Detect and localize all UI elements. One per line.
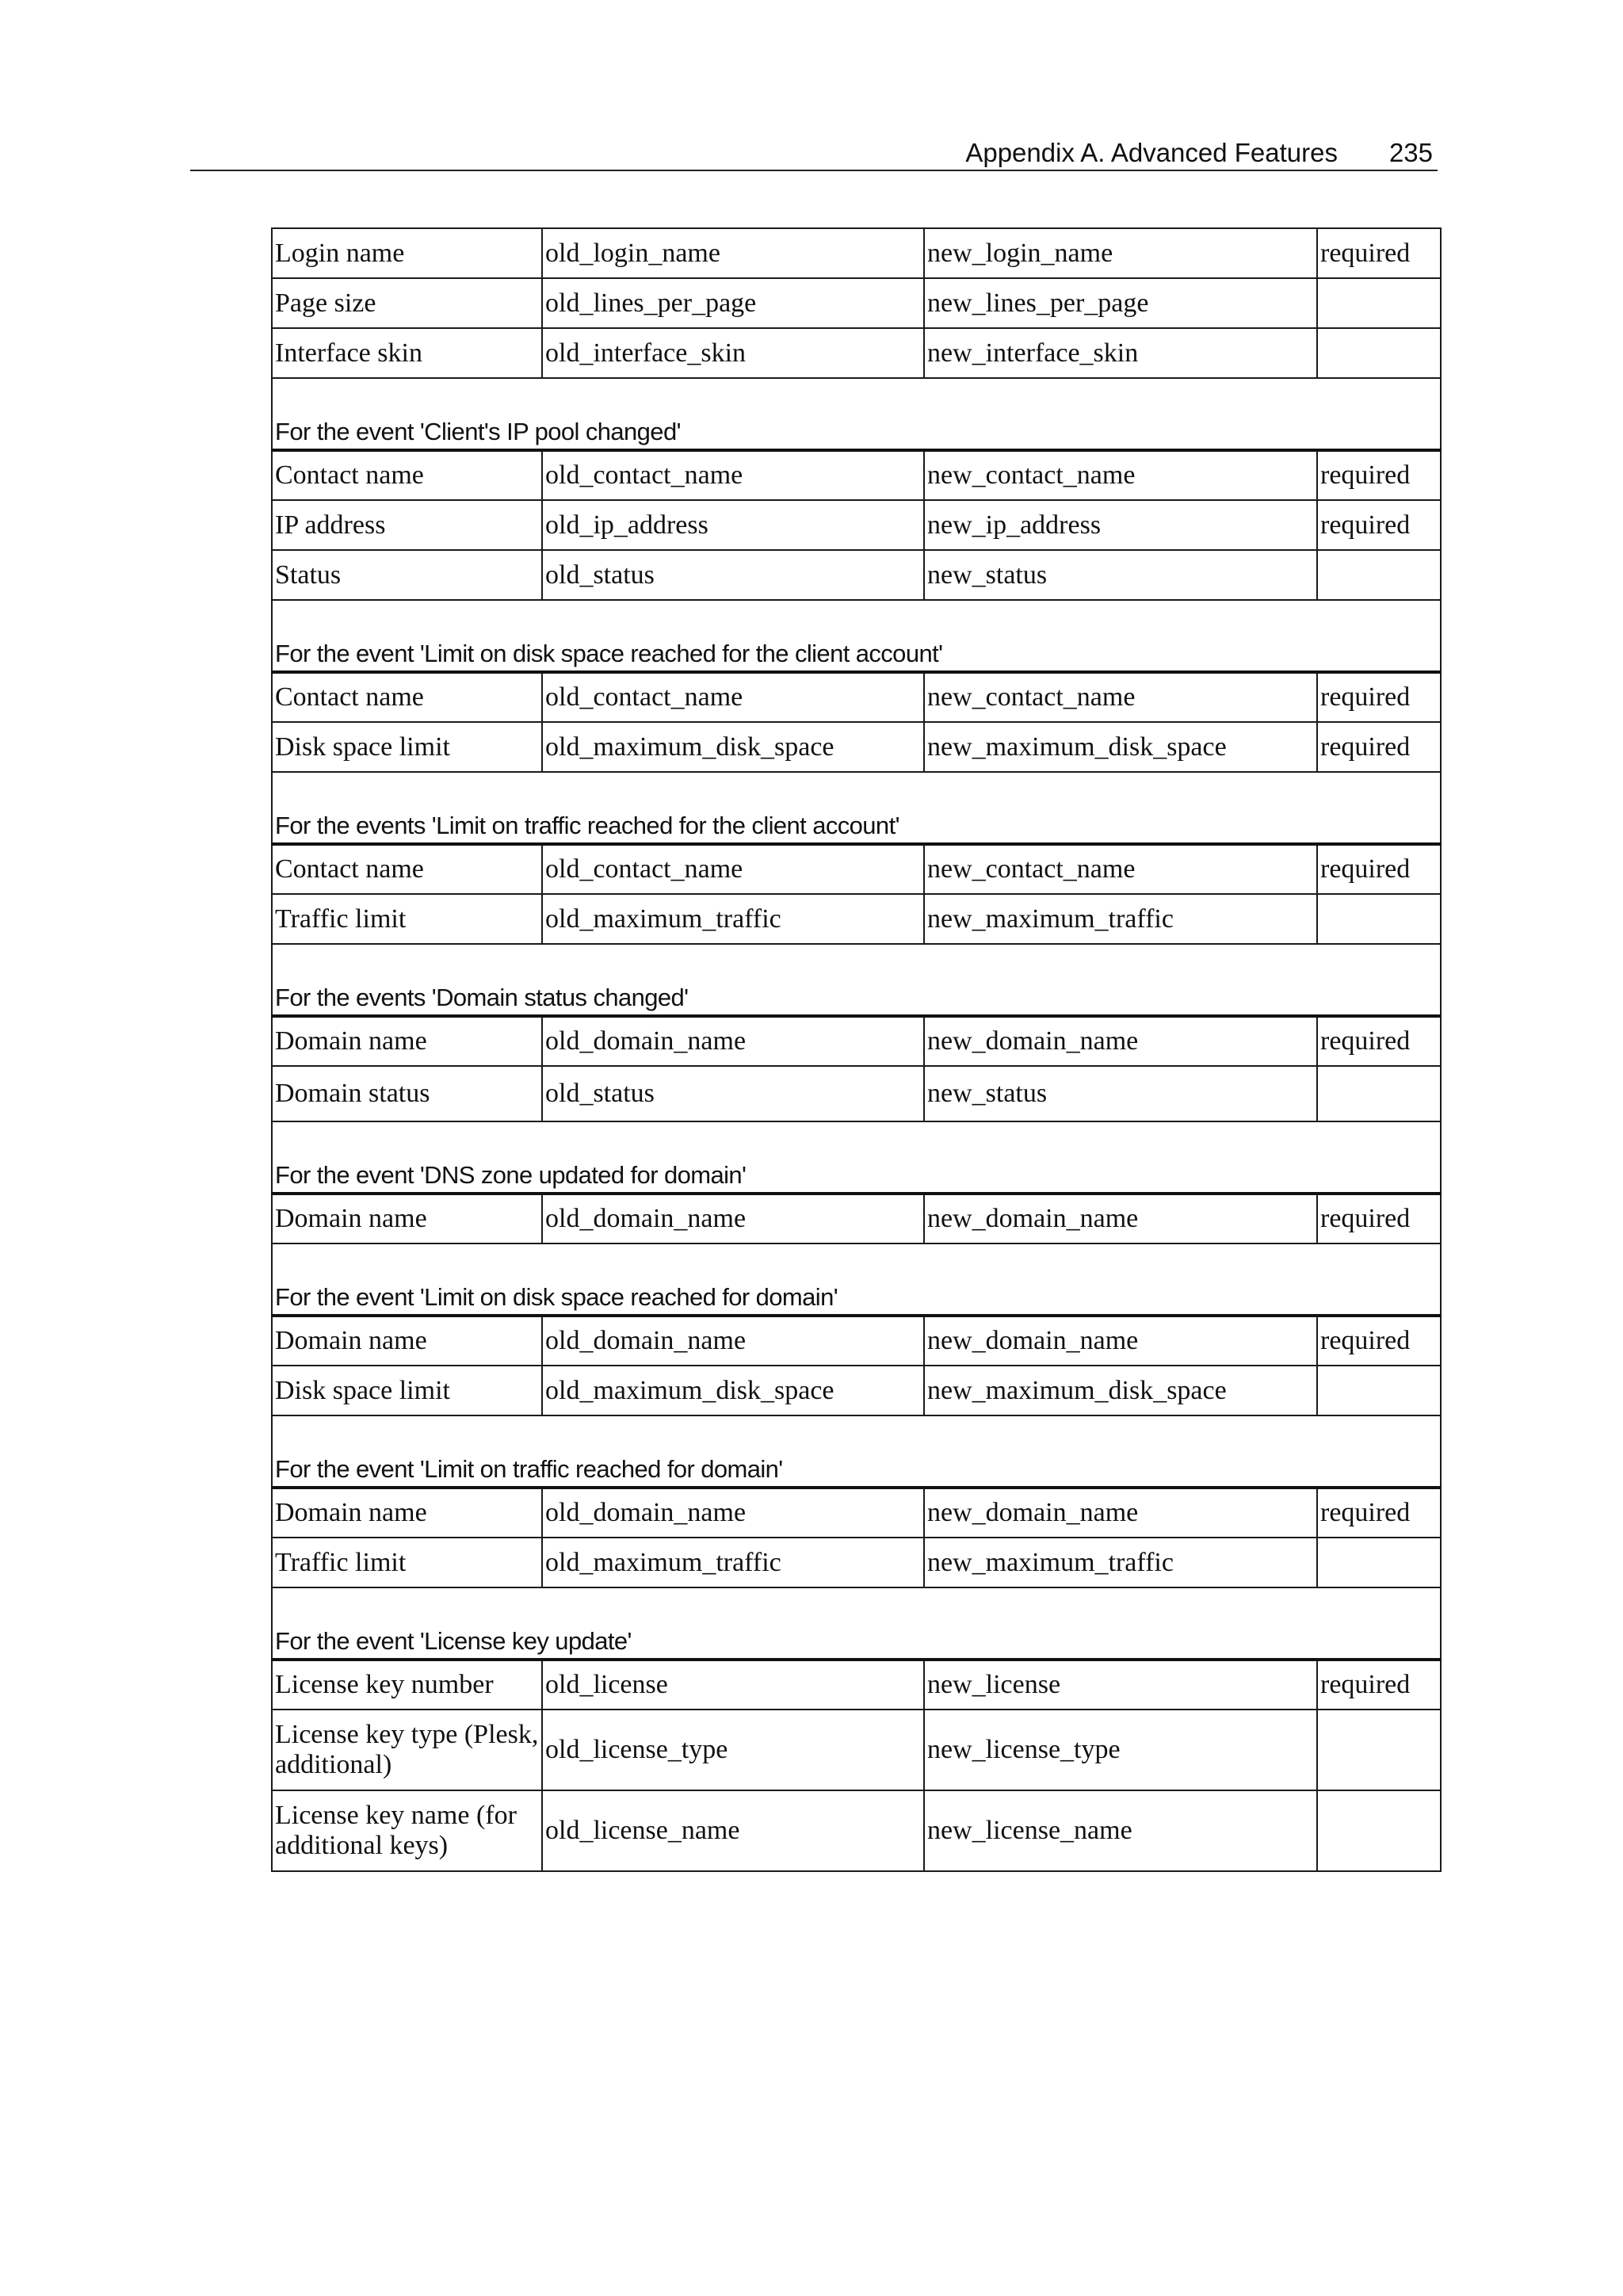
new-value-variable-cell: new_ip_address [924,500,1317,550]
new-value-variable-cell: new_maximum_traffic [924,894,1317,944]
event-caption-row [272,944,1441,1016]
parameter-name-cell: Disk space limit [272,1366,542,1415]
parameter-name-cell: Status [272,550,542,600]
old-value-variable-cell: old_ip_address [542,500,924,550]
table-row [272,894,1441,944]
parameter-name-cell: Domain name [272,1488,542,1538]
required-flag-cell [1317,1066,1441,1121]
table-row [272,1366,1441,1415]
event-caption-row [272,378,1441,450]
new-value-variable-cell: new_contact_name [924,844,1317,894]
event-caption: For the events 'Limit on traffic reached for the client account' [272,772,1441,844]
old-value-variable-cell: old_maximum_traffic [542,1538,924,1587]
parameter-name-cell: Domain name [272,1016,542,1066]
new-value-variable-cell: new_maximum_disk_space [924,722,1317,772]
parameter-name-cell: IP address [272,500,542,550]
header-rule [190,170,1438,171]
required-flag-cell: required [1317,1316,1441,1366]
table-row [272,1016,1441,1066]
parameter-name-cell: License key type (Plesk, additional) [272,1710,542,1790]
new-value-variable-cell: new_interface_skin [924,328,1317,378]
event-caption: For the events 'Domain status changed' [272,944,1441,1016]
required-flag-cell: required [1317,722,1441,772]
table-row [272,1790,1441,1871]
old-value-variable-cell: old_domain_name [542,1016,924,1066]
event-caption: For the event 'Client's IP pool changed' [272,378,1441,450]
old-value-variable-cell: old_status [542,1066,924,1121]
required-flag-cell [1317,550,1441,600]
new-value-variable-cell: new_domain_name [924,1316,1317,1366]
table-row [272,328,1441,378]
new-value-variable-cell: new_license_name [924,1790,1317,1871]
parameter-name-cell: Interface skin [272,328,542,378]
new-value-variable-cell: new_domain_name [924,1488,1317,1538]
event-caption: For the event 'Limit on traffic reached for domain' [272,1415,1441,1488]
parameter-name-cell: Page size [272,278,542,328]
event-caption-row [272,772,1441,844]
old-value-variable-cell: old_maximum_disk_space [542,722,924,772]
required-flag-cell: required [1317,500,1441,550]
new-value-variable-cell: new_domain_name [924,1016,1317,1066]
parameter-name-cell: Domain status [272,1066,542,1121]
required-flag-cell [1317,1790,1441,1871]
new-value-variable-cell: new_lines_per_page [924,278,1317,328]
required-flag-cell [1317,894,1441,944]
event-caption-row [272,1415,1441,1488]
old-value-variable-cell: old_domain_name [542,1316,924,1366]
table-row [272,1660,1441,1710]
old-value-variable-cell: old_license [542,1660,924,1710]
parameter-name-cell: License key number [272,1660,542,1710]
event-caption: For the event 'Limit on disk space reached for domain' [272,1244,1441,1316]
parameter-name-cell: Domain name [272,1316,542,1366]
table-row [272,1710,1441,1790]
new-value-variable-cell: new_contact_name [924,450,1317,500]
table-row [272,228,1441,278]
table-row [272,450,1441,500]
event-caption-row [272,1121,1441,1194]
required-flag-cell: required [1317,228,1441,278]
old-value-variable-cell: old_license_name [542,1790,924,1871]
table-row [272,1538,1441,1587]
required-flag-cell [1317,278,1441,328]
table-row [272,1488,1441,1538]
event-caption: For the event 'Limit on disk space reached for the client account' [272,600,1441,672]
old-value-variable-cell: old_maximum_disk_space [542,1366,924,1415]
running-header-section-title: Appendix A. Advanced Features [965,138,1338,167]
required-flag-cell: required [1317,1194,1441,1244]
required-flag-cell: required [1317,672,1441,722]
running-header [190,132,1438,170]
old-value-variable-cell: old_contact_name [542,450,924,500]
table-row [272,722,1441,772]
old-value-variable-cell: old_lines_per_page [542,278,924,328]
event-caption-row [272,1587,1441,1660]
old-value-variable-cell: old_license_type [542,1710,924,1790]
table-row [272,672,1441,722]
parameter-name-cell: License key name (for additional keys) [272,1790,542,1871]
table-row [272,278,1441,328]
old-value-variable-cell: old_domain_name [542,1488,924,1538]
parameter-name-cell: Contact name [272,672,542,722]
old-value-variable-cell: old_status [542,550,924,600]
new-value-variable-cell: new_status [924,1066,1317,1121]
parameter-name-cell: Contact name [272,844,542,894]
old-value-variable-cell: old_domain_name [542,1194,924,1244]
event-caption-row [272,1244,1441,1316]
required-flag-cell: required [1317,1488,1441,1538]
table-row [272,1316,1441,1366]
new-value-variable-cell: new_login_name [924,228,1317,278]
required-flag-cell: required [1317,450,1441,500]
new-value-variable-cell: new_domain_name [924,1194,1317,1244]
required-flag-cell: required [1317,844,1441,894]
parameter-name-cell: Login name [272,228,542,278]
old-value-variable-cell: old_maximum_traffic [542,894,924,944]
parameter-name-cell: Disk space limit [272,722,542,772]
event-parameters-table [271,227,1442,1872]
page-number: 235 [1388,138,1433,167]
event-parameters-table-body [272,228,1441,1871]
parameter-name-cell: Domain name [272,1194,542,1244]
old-value-variable-cell: old_interface_skin [542,328,924,378]
event-caption: For the event 'License key update' [272,1587,1441,1660]
new-value-variable-cell: new_contact_name [924,672,1317,722]
required-flag-cell [1317,328,1441,378]
table-row [272,1066,1441,1121]
parameter-name-cell: Contact name [272,450,542,500]
new-value-variable-cell: new_maximum_disk_space [924,1366,1317,1415]
required-flag-cell: required [1317,1016,1441,1066]
required-flag-cell: required [1317,1660,1441,1710]
new-value-variable-cell: new_maximum_traffic [924,1538,1317,1587]
old-value-variable-cell: old_contact_name [542,844,924,894]
table-row [272,844,1441,894]
event-caption: For the event 'DNS zone updated for domain' [272,1121,1441,1194]
parameter-name-cell: Traffic limit [272,894,542,944]
table-row [272,550,1441,600]
event-caption-row [272,600,1441,672]
new-value-variable-cell: new_license_type [924,1710,1317,1790]
parameter-name-cell: Traffic limit [272,1538,542,1587]
required-flag-cell [1317,1538,1441,1587]
table-row [272,500,1441,550]
required-flag-cell [1317,1366,1441,1415]
old-value-variable-cell: old_login_name [542,228,924,278]
old-value-variable-cell: old_contact_name [542,672,924,722]
new-value-variable-cell: new_license [924,1660,1317,1710]
new-value-variable-cell: new_status [924,550,1317,600]
table-row [272,1194,1441,1244]
required-flag-cell [1317,1710,1441,1790]
